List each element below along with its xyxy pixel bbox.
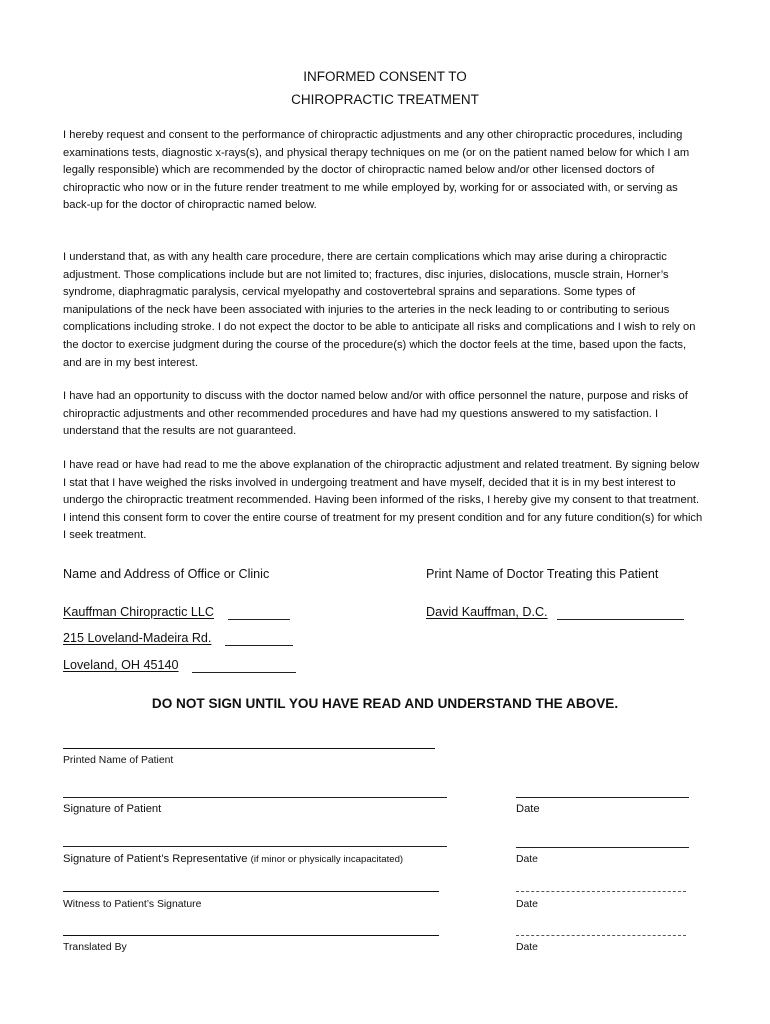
patient-signature-line[interactable] [63, 797, 447, 798]
witness-signature-line[interactable] [63, 891, 439, 892]
representative-label: Signature of Patient’s Representative [63, 853, 248, 865]
representative-date-label: Date [516, 854, 538, 865]
doctor-name: David Kauffman, D.C. [426, 605, 548, 619]
doctor-name-line [557, 619, 684, 620]
sign-warning: DO NOT SIGN UNTIL YOU HAVE READ AND UNDERSTAND THE ABOVE. [151, 696, 619, 711]
office-name: Kauffman Chiropractic LLC [63, 605, 214, 619]
office-name-line [228, 619, 290, 620]
form-title-line-2: CHIROPRACTIC TREATMENT [291, 92, 479, 107]
office-address-2-line [192, 672, 296, 673]
translator-date-label: Date [516, 942, 538, 953]
doctor-label: Print Name of Doctor Treating this Patient [426, 567, 659, 581]
consent-paragraph-agreement: I have read or have had read to me the above explanation of the chiropractic adjustment and related treatment. By signing below I stat that I have weighed the risks involved in undergoing treatment and have myself, decided that it is in my best interest to undergo the chiropractic treatment recommended. Having been informed of the risks, I hereby give my consent to that treatment. I intend this consent form to cover the entire course of treatment for my present condition and for any future condition(s) for which I seek treatment. [63, 459, 703, 542]
translator-signature-line[interactable] [63, 935, 439, 936]
representative-note: (if minor or physically incapacitated) [250, 854, 404, 865]
office-address-line-1: 215 Loveland-Madeira Rd. [63, 631, 212, 645]
consent-paragraph-discussion: I have had an opportunity to discuss with the doctor named below and/or with office personnel the nature, purpose and risks of chiropractic adjustments and other recommended procedures and have had my questions answered to my satisfaction. I understand that the results are not guaranteed. [63, 390, 688, 438]
consent-paragraph-risks: I understand that, as with any health care procedure, there are certain complications which may arise during a chiropractic adjustment. Those complications include but are not limited to; fractures, disc injuries, dislocations, muscle strain, Horner’s syndrome, diaphragmatic paralysis, cervical myelopathy and costovertebral sprains and separations. Some types of manipulations of the neck have been associated with injuries to the arteries in the neck leading to or contributing to serious complications including stroke. I do not expect the doctor to be able to anticipate all risks and complications and I wish to rely on the doctor to exercise judgment during the course of the procedure(s) which the doctor feels at the time, based upon the facts, and are in my best interest. [63, 251, 696, 369]
patient-signature-label: Signature of Patient [63, 803, 162, 815]
office-address-1-line [225, 645, 293, 646]
office-label: Name and Address of Office or Clinic [63, 567, 270, 581]
translator-label: Translated By [63, 942, 127, 953]
representative-signature-label [63, 852, 403, 867]
printed-name-label: Printed Name of Patient [63, 755, 174, 766]
patient-date-line[interactable] [516, 797, 689, 798]
printed-name-line[interactable] [63, 748, 435, 749]
witness-signature-label: Witness to Patient’s Signature [63, 899, 202, 910]
form-title-line-1: INFORMED CONSENT TO [303, 69, 467, 84]
office-address-line-2: Loveland, OH 45140 [63, 658, 179, 672]
consent-paragraph-request: I hereby request and consent to the performance of chiropractic adjustments and any other chiropractic procedures, including examinations tests, diagnostic x-rays(s), and physical therapy techniques on me (or on the patient named below for which I am legally responsible) which are recommended by the doctor of chiropractic named below and/or other licensed doctors of chiropractic who now or in the future render treatment to me while employed by, working for or associated with, or serving as back-up for the doctor of chiropractic named below. [63, 129, 690, 212]
witness-date-line[interactable] [516, 891, 686, 892]
representative-date-line[interactable] [516, 847, 689, 848]
translator-date-line[interactable] [516, 935, 686, 936]
witness-date-label: Date [516, 899, 538, 910]
representative-signature-line[interactable] [63, 846, 447, 847]
patient-date-label: Date [516, 803, 540, 815]
